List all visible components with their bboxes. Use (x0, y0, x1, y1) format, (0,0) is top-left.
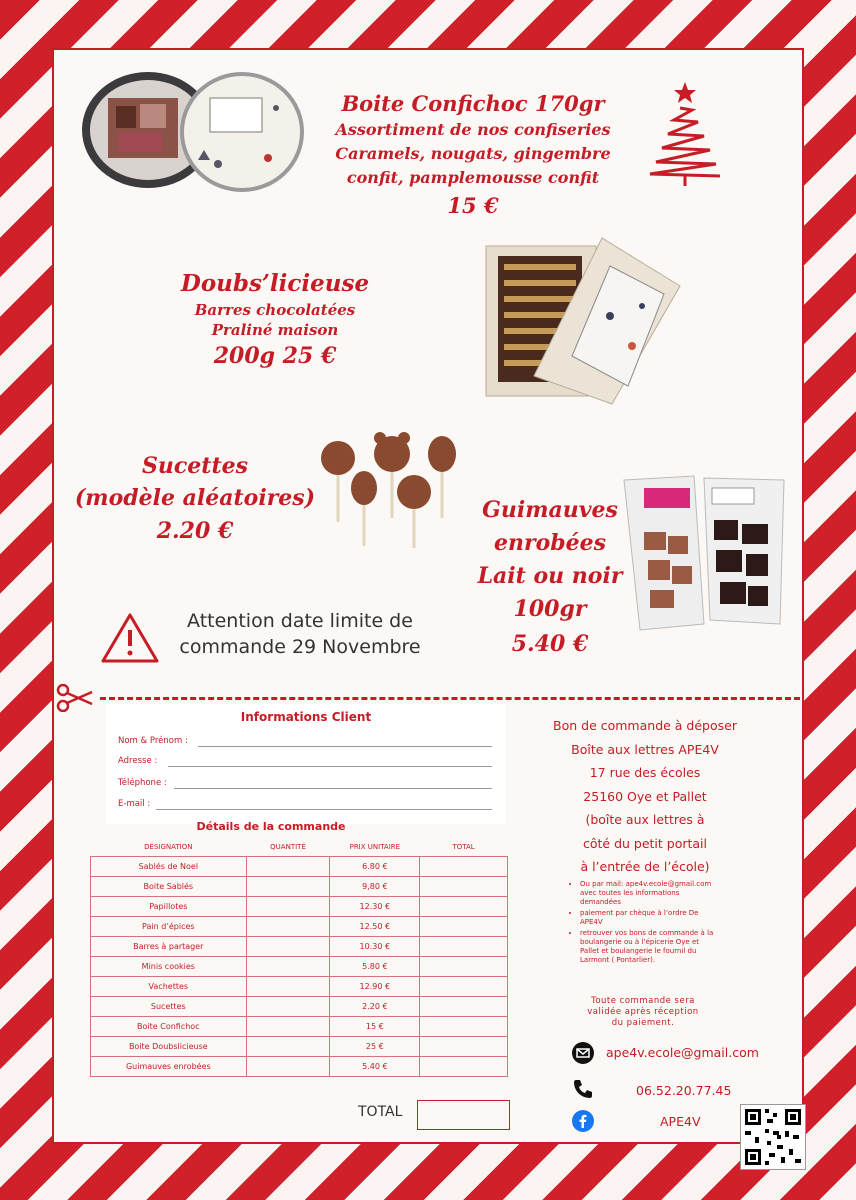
product-title-line: Lait ou noir (477, 563, 623, 589)
deposit-line: côté du petit portail (582, 835, 708, 851)
table-row (91, 1037, 508, 1057)
unit-price: 15 € (330, 1017, 420, 1037)
product-price: 200g 25 € (213, 343, 337, 369)
product-description-line: Barres chocolatées (194, 301, 356, 319)
product-price: 5.40 € (511, 631, 589, 657)
confichoc-tin-image (78, 68, 306, 194)
product-doubslicieuse (170, 268, 380, 372)
product-description-line: Caramels, nougats, gingembre (335, 144, 611, 163)
item-name: Barres à partager (91, 937, 247, 957)
payment-note-line: validée après réception (587, 1007, 699, 1017)
product-title-line: enrobées (493, 530, 607, 556)
table-row (91, 1057, 508, 1077)
phone-icon (572, 1078, 594, 1100)
total-cell[interactable] (420, 937, 508, 957)
contact-phone[interactable]: 06.52.20.77.45 (636, 1083, 732, 1098)
order-notes (568, 880, 718, 967)
form-heading: Informations Client (240, 710, 372, 724)
deposit-line: à l’entrée de l’école) (580, 859, 710, 874)
payment-note-line: du paiement. (611, 1018, 675, 1028)
total-cell[interactable] (420, 1037, 508, 1057)
quantity-cell[interactable] (246, 897, 330, 917)
quantity-cell[interactable] (246, 857, 330, 877)
product-title-line: 100gr (513, 596, 587, 622)
item-name: Sucettes (91, 997, 247, 1017)
product-title: Boite Confichoc 170gr (341, 91, 605, 116)
deposit-line: Boîte aux lettres APE4V (571, 741, 719, 757)
quantity-cell[interactable] (246, 977, 330, 997)
table-row (91, 917, 508, 937)
product-title-line: Guimauves (482, 497, 618, 523)
unit-price: 9,80 € (330, 877, 420, 897)
quantity-cell[interactable] (246, 1037, 330, 1057)
total-cell[interactable] (420, 997, 508, 1017)
quantity-cell[interactable] (246, 997, 330, 1017)
christmas-tree-icon (640, 78, 730, 188)
email-field[interactable] (156, 809, 492, 810)
item-name: Guimauves enrobées (91, 1057, 247, 1077)
item-name: Vachettes (91, 977, 247, 997)
product-title-line: Sucettes (142, 453, 248, 479)
unit-price: 5.40 € (330, 1057, 420, 1077)
column-header: PRIX UNITAIRE (349, 843, 401, 851)
column-header: DÉSIGNATION (144, 843, 193, 851)
deposit-line: 25160 Oye et Pallet (583, 788, 707, 804)
total-cell[interactable] (420, 957, 508, 977)
address-label: Adresse : (118, 756, 158, 766)
product-confichoc (318, 90, 628, 222)
grand-total-field[interactable] (417, 1100, 510, 1130)
note-item: • retrouver vos bons de commande à la boulangerie ou à l’épicerie Oye et Pallet et boulangerie le fournil du Larmont ( Pontarlier). (580, 929, 718, 965)
unit-price: 12.90 € (330, 977, 420, 997)
table-row (91, 877, 508, 897)
quantity-cell[interactable] (246, 937, 330, 957)
item-name: Pain d’épices (91, 917, 247, 937)
column-header: QUANTITÉ (270, 843, 306, 851)
quantity-cell[interactable] (246, 1057, 330, 1077)
total-cell[interactable] (420, 897, 508, 917)
order-details-heading: Détails de la commande (196, 820, 346, 833)
total-cell[interactable] (420, 877, 508, 897)
item-name: Papillotes (91, 897, 247, 917)
unit-price: 10.30 € (330, 937, 420, 957)
product-title-line: (modèle aléatoires) (74, 485, 316, 511)
note-item: • Ou par mail: ape4v.ecole@gmail.com avec toutes les informations demandées (580, 880, 718, 907)
warning-line: Attention date limite de (187, 610, 413, 632)
total-cell[interactable] (420, 857, 508, 877)
quantity-cell[interactable] (246, 957, 330, 977)
item-name: Boite Sablés (91, 877, 247, 897)
guimauves-bags-image (620, 474, 790, 634)
product-description-line: confit, pamplemousse confit (346, 168, 600, 187)
warning-line: commande 29 Novembre (179, 636, 421, 658)
product-description-line: Praliné maison (211, 321, 339, 339)
total-label: TOTAL (358, 1104, 403, 1120)
unit-price: 5.80 € (330, 957, 420, 977)
deposit-line: Bon de commande à déposer (553, 718, 737, 733)
product-title: Doubs’licieuse (180, 270, 370, 297)
total-cell[interactable] (420, 1017, 508, 1037)
cut-line (100, 697, 800, 700)
lollipops-image (316, 430, 464, 550)
client-info-form (106, 704, 506, 824)
unit-price: 25 € (330, 1037, 420, 1057)
payment-note-line: Toute commande sera (591, 996, 695, 1006)
item-name: Boite Confichoc (91, 1017, 247, 1037)
unit-price: 2.20 € (330, 997, 420, 1017)
doubslicieuse-box-image (482, 236, 682, 406)
deposit-line: 17 rue des écoles (589, 765, 701, 780)
product-sucettes (70, 450, 320, 548)
note-item: • paiement par chèque à l’ordre De APE4V (580, 909, 718, 927)
table-row (91, 937, 508, 957)
payment-note (568, 996, 718, 1029)
deadline-warning (160, 608, 440, 660)
table-row (91, 857, 508, 877)
name-label: Nom & Prénom : (118, 736, 188, 746)
quantity-cell[interactable] (246, 1017, 330, 1037)
phone-field[interactable] (174, 788, 492, 789)
phone-label: Téléphone : (118, 778, 167, 788)
product-price: 15 € (447, 193, 499, 218)
contact-email[interactable]: ape4v.ecole@gmail.com (606, 1045, 759, 1060)
facebook-icon (572, 1110, 594, 1132)
product-guimauves (470, 494, 630, 662)
total-cell[interactable] (420, 1057, 508, 1077)
email-icon (572, 1042, 594, 1064)
total-cell[interactable] (420, 977, 508, 997)
total-cell[interactable] (420, 917, 508, 937)
quantity-cell[interactable] (246, 917, 330, 937)
qr-code[interactable] (740, 1104, 806, 1170)
table-row (91, 897, 508, 917)
deposit-instructions (550, 714, 740, 879)
table-row (91, 977, 508, 997)
unit-price: 12.30 € (330, 897, 420, 917)
unit-price: 6.80 € (330, 857, 420, 877)
item-name: Sablés de Noel (91, 857, 247, 877)
address-field[interactable] (168, 766, 492, 767)
quantity-cell[interactable] (246, 877, 330, 897)
scissors-icon (56, 684, 94, 712)
item-name: Boite Doubslicieuse (91, 1037, 247, 1057)
unit-price: 12.50 € (330, 917, 420, 937)
product-price: 2.20 € (156, 518, 234, 544)
column-header: TOTAL (452, 843, 475, 851)
deposit-line: (boîte aux lettres à (585, 812, 705, 827)
table-row (91, 957, 508, 977)
product-description-line: Assortiment de nos confiseries (335, 120, 611, 139)
email-label: E-mail : (118, 799, 151, 809)
warning-icon (100, 612, 160, 664)
contact-facebook[interactable]: APE4V (660, 1114, 701, 1129)
table-row (91, 1017, 508, 1037)
name-field[interactable] (198, 746, 492, 747)
order-table (90, 838, 508, 1077)
item-name: Minis cookies (91, 957, 247, 977)
table-row (91, 997, 508, 1017)
